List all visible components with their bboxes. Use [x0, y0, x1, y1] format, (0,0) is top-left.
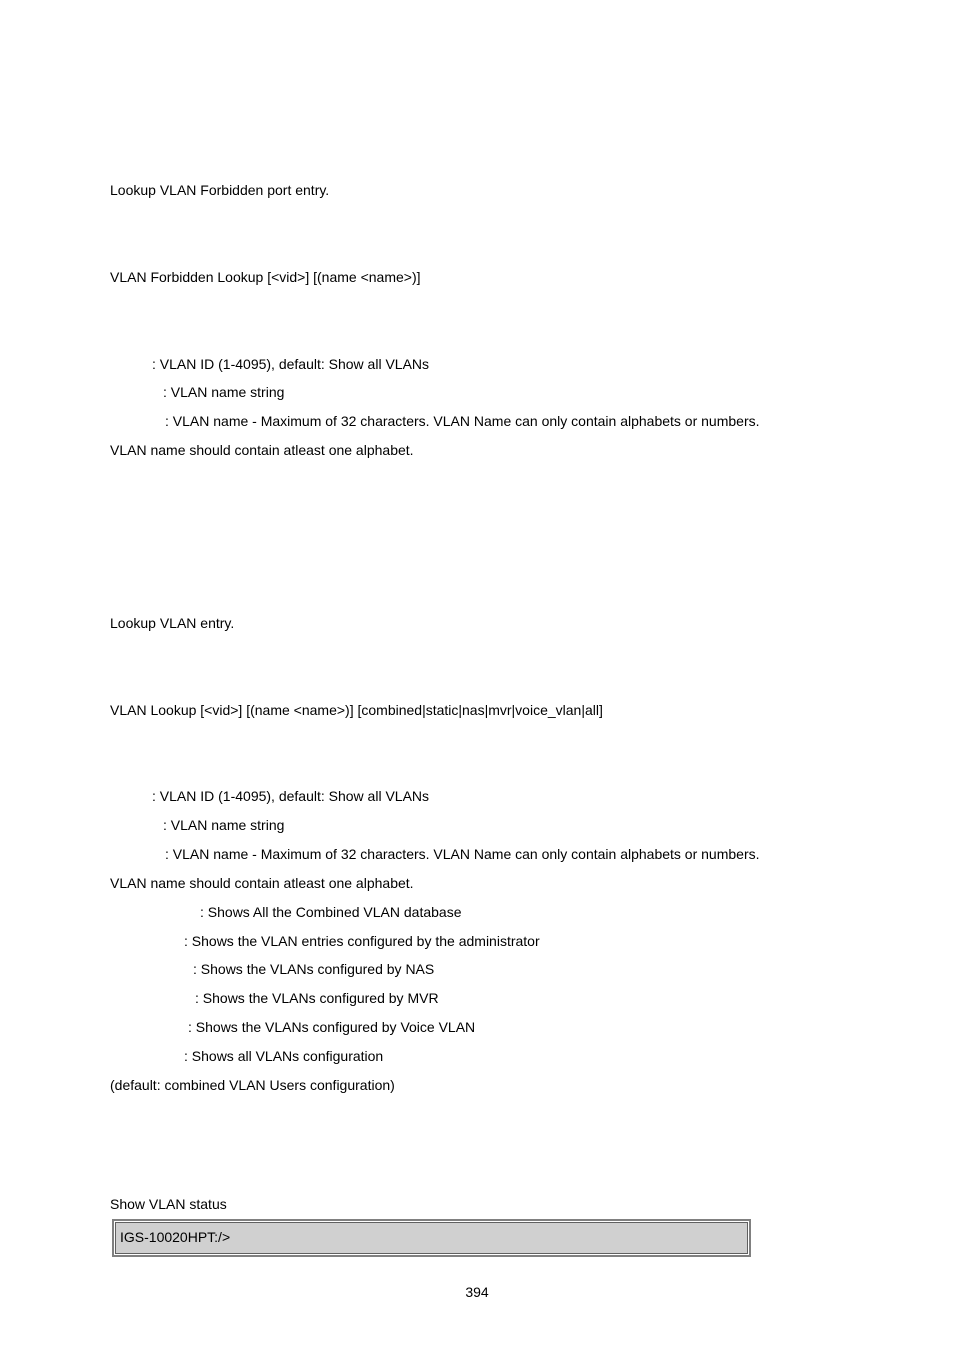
vlan-lookup-param-vid: : VLAN ID (1-4095), default: Show all VLANs — [152, 788, 430, 804]
page-number: 394 — [465, 1284, 489, 1300]
vlan-lookup-option-mvr: : Shows the VLANs configured by MVR — [195, 990, 439, 1006]
forbidden-lookup-param-vid: : VLAN ID (1-4095), default: Show all VLANs — [152, 356, 430, 372]
forbidden-lookup-syntax: VLAN Forbidden Lookup [<vid>] [(name <name>)] — [110, 269, 421, 285]
vlan-lookup-option-voice-vlan: : Shows the VLANs configured by Voice VLAN — [188, 1019, 476, 1035]
vlan-lookup-default-note: (default: combined VLAN Users configuration) — [110, 1077, 395, 1093]
forbidden-lookup-param-name: : VLAN name string — [163, 384, 285, 400]
forbidden-lookup-param-name-string: : VLAN name - Maximum of 32 characters. VLAN Name can only contain alphabets or numbers. — [165, 413, 760, 429]
vlan-lookup-note: VLAN name should contain atleast one alphabet. — [110, 875, 414, 891]
console-prompt: IGS-10020HPT:/> — [120, 1229, 231, 1245]
vlan-lookup-description: Lookup VLAN entry. — [110, 615, 235, 631]
forbidden-lookup-note: VLAN name should contain atleast one alphabet. — [110, 442, 414, 458]
vlan-lookup-syntax: VLAN Lookup [<vid>] [(name <name>)] [combined|static|nas|mvr|voice_vlan|all] — [110, 702, 603, 718]
vlan-lookup-param-name: : VLAN name string — [163, 817, 285, 833]
vlan-lookup-option-combined: : Shows All the Combined VLAN database — [200, 904, 462, 920]
vlan-lookup-option-all: : Shows all VLANs configuration — [184, 1048, 384, 1064]
forbidden-lookup-description: Lookup VLAN Forbidden port entry. — [110, 182, 330, 198]
vlan-lookup-param-name-string: : VLAN name - Maximum of 32 characters. VLAN Name can only contain alphabets or numbers. — [165, 846, 760, 862]
vlan-lookup-option-nas: : Shows the VLANs configured by NAS — [193, 961, 435, 977]
vlan-lookup-option-static: : Shows the VLAN entries configured by the administrator — [184, 933, 540, 949]
show-vlan-status-description: Show VLAN status — [110, 1196, 227, 1212]
console-box — [112, 1219, 751, 1257]
